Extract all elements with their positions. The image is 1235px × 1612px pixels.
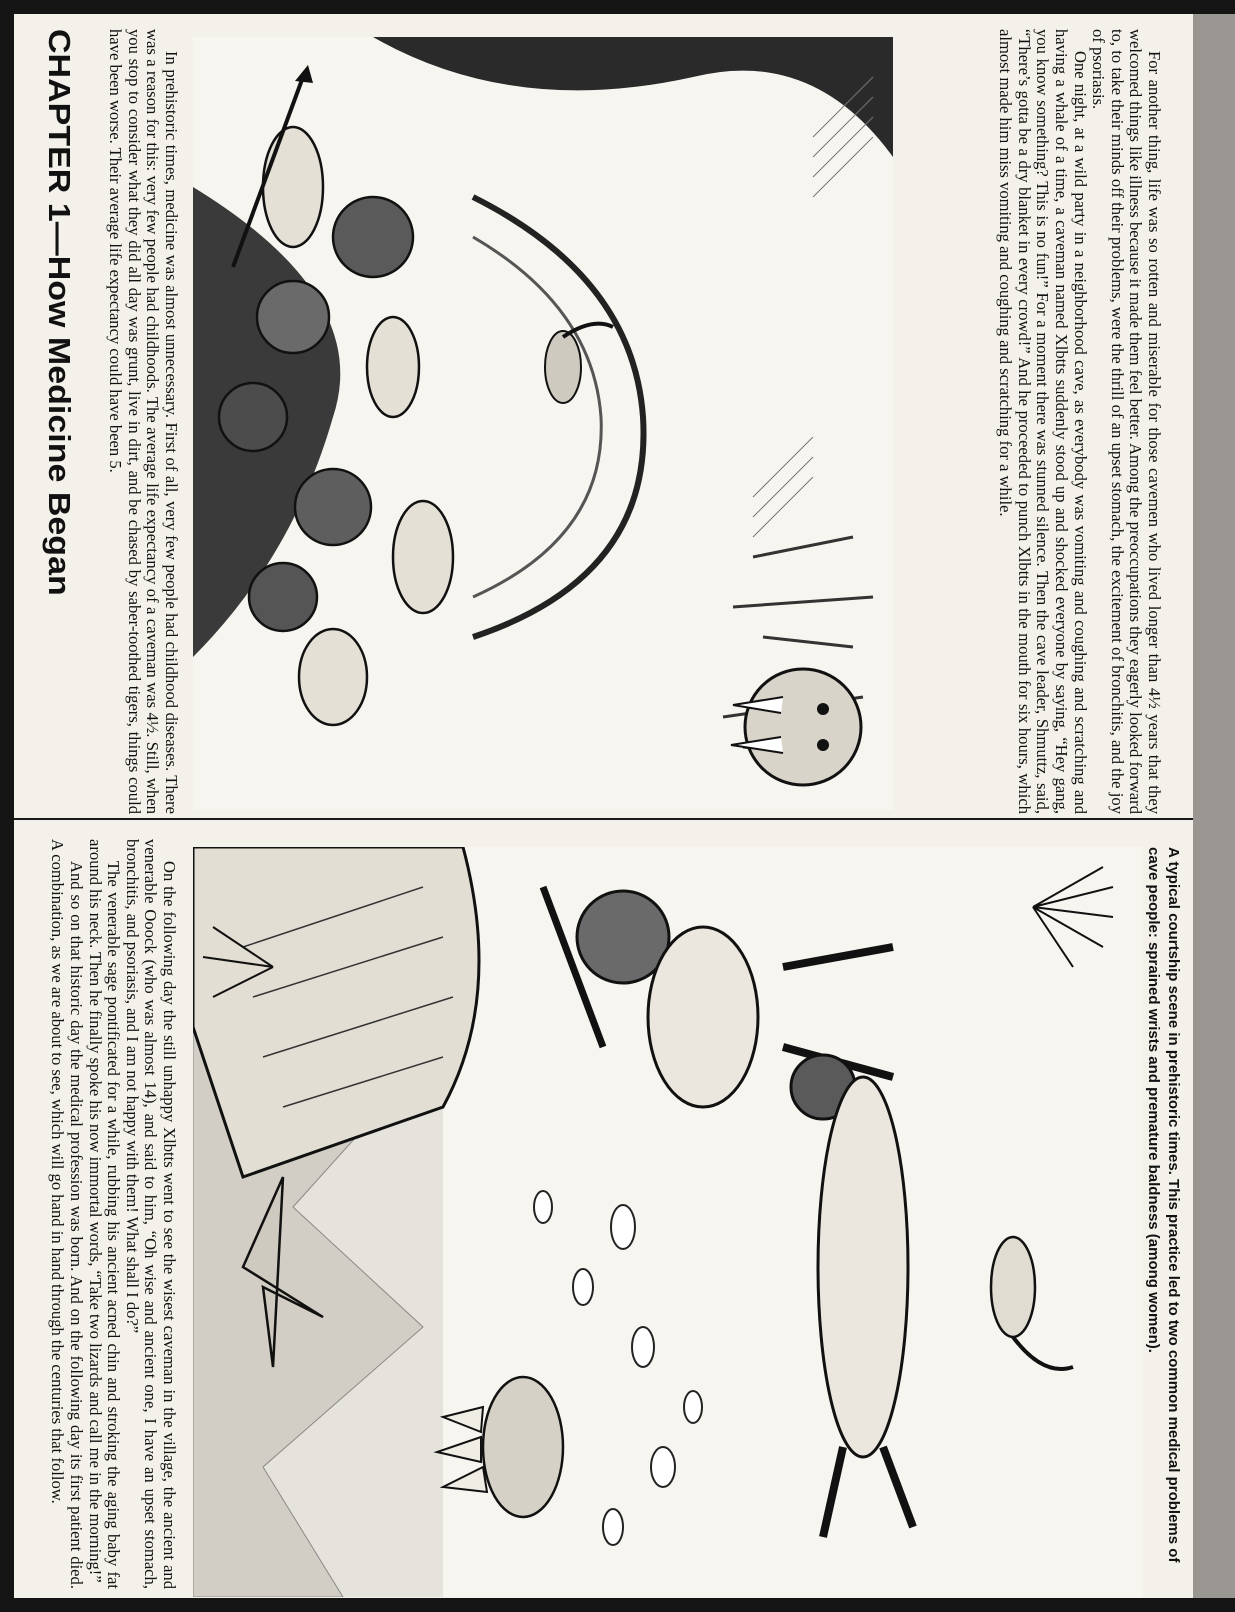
paragraph-wild-party: One night, at a wild party in a neighborhood cave, as everybody was vomiting and coughing and scratching and having a whale of a time, a caveman named Xlbtts suddenly stood up and shocked everyone by saying, “Hey gang, you know something? This is no fun!” For a moment there was stunned silence. Then the cave leader, Shmuttz, said, “There’s gotta be a dry blanket in every crowd!” And he proceeded to punch Xlbtts in the mouth for six hours, which almost made him miss vomiting and coughing and scratching for a while. <box>996 29 1090 814</box>
distant-dinosaur <box>545 331 581 403</box>
cave-party-illustration <box>193 37 893 810</box>
paragraph-historic-day: And so on that historic day the medical profession was born. And on the following day its first patient died. A combination, as we are about to see, which will go hand in hand through the centuries that follow. <box>48 839 87 1589</box>
scanned-page <box>14 14 1193 1598</box>
paragraph-following-day: On the following day the still unhappy Xlbtts went to see the wisest caveman in the village, the ancient and venerable Ooock (who was almost 14), and said to him, “Oh wise and ancient one, I have an upset stomach, bronchitis, and psoriasis, and I am not happy with them! What shall I do?” <box>122 839 179 1589</box>
right-body-text <box>38 839 178 1589</box>
small-dinosaur <box>991 1237 1035 1337</box>
cave-party-drawing <box>193 37 893 810</box>
saber-tooth-tiger <box>745 669 861 785</box>
left-body-text <box>903 29 1163 814</box>
rotated-spread <box>14 14 1193 1598</box>
illustration-caption: A typical courtship scene in prehistoric times. This practice led to two common medical problems of cave people: sprained wrists and premature baldness (among women). <box>1145 847 1182 1563</box>
stegosaurus <box>483 1377 563 1517</box>
left-intro-text <box>84 29 180 814</box>
left-page <box>14 14 1193 819</box>
paragraph-another-thing: For another thing, life was so rotten and miserable for those cavemen who lived longer than 4½ years that they welcomed things like illness because it made them feel better. Among the preoccupations they eagerly looked forward to, to take their minds off their problems, were the thrill of an upset stomach, the excitement of bronchitis, and the joy of psoriasis. <box>1089 29 1164 814</box>
courtship-illustration <box>193 847 1143 1597</box>
scan-edge-bottom <box>0 1598 1235 1612</box>
scan-edge-right <box>1193 14 1235 1612</box>
chapter-title: CHAPTER 1—How Medicine Began <box>41 29 77 596</box>
paragraph-venerable-sage: The venerable sage pontificated for a while, rubbing his ancient acned chin and stroking the aging baby fat around his neck. Then he finally spoke his now immortal words, “Take two lizards and call me in the morning!” <box>85 839 124 1589</box>
paragraph-prehistoric-times: In prehistoric times, medicine was almost unnecessary. First of all, very few people had childhood diseases. There was a reason for this: very few people had childhoods. The average life expectancy of a caveman was 4½. Still, when you stop to consider what they did all day was grunt, live in dirt, and be chased by saber-toothed tigers, things could have been worse. Their average life expectancy could have been 5. <box>106 29 181 814</box>
right-page <box>14 819 1193 1598</box>
courtship-drawing <box>193 847 1143 1597</box>
